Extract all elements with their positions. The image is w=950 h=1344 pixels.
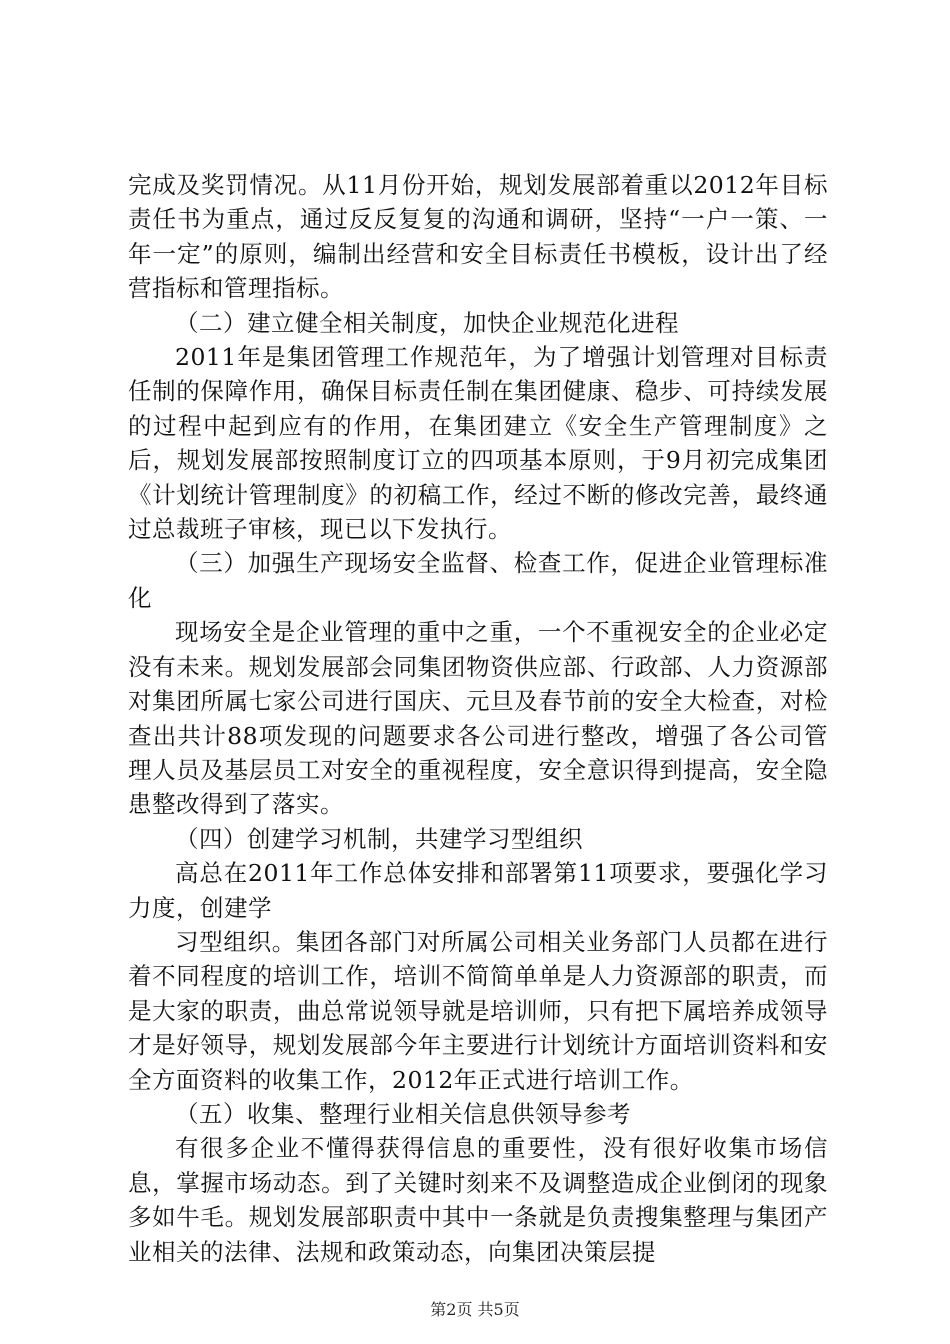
paragraph-information: 有很多企业不懂得获得信息的重要性，没有很好收集市场信息，掌握市场动态。到了关键时刻来不及调整造成企业倒闭的现象多如牛毛。规划发展部职责中其中一条就是负责搜集整理与集团产业相关的法律、法规和政策动态，向集团决策层提 — [128, 1134, 828, 1266]
section-heading-2: （二）建立健全相关制度，加快企业规范化进程 — [175, 308, 679, 337]
section-heading-3: （三）加强生产现场安全监督、检查工作，促进企业管理标准化 — [128, 549, 828, 612]
section-heading-4: （四）创建学习机制，共建学习型组织 — [175, 824, 583, 853]
document-body — [128, 168, 828, 1269]
paragraph-safety: 现场安全是企业管理的重中之重，一个不重视安全的企业必定没有未来。规划发展部会同集团物资供应部、行政部、人力资源部对集团所属七家公司进行国庆、元旦及春节前的安全大检查，对检查出共计88项发现的问题要求各公司进行整改，增强了各公司管理人员及基层员工对安全的重视程度，安全意识得到提高，安全隐患整改得到了落实。 — [128, 618, 828, 819]
paragraph-continuation: 完成及奖罚情况。从11月份开始，规划发展部着重以2012年目标责任书为重点，通过反反复复的沟通和调研，坚持“一户一策、一年一定”的原则，编制出经营和安全目标责任书模板，设计出了经营指标和管理指标。 — [128, 171, 828, 303]
paragraph-learning-intro: 高总在2011年工作总体安排和部署第11项要求，要强化学习力度，创建学 — [128, 859, 828, 922]
section-heading-5: （五）收集、整理行业相关信息供领导参考 — [175, 1099, 631, 1128]
page-footer: 第2页 共5页 — [430, 1300, 520, 1319]
paragraph-learning: 习型组织。集团各部门对所属公司相关业务部门人员都在进行着不同程度的培训工作，培训不简简单单是人力资源部的职责，而是大家的职责，曲总常说领导就是培训师，只有把下属培养成领导才是好领导，规划发展部今年主要进行计划统计方面培训资料和安全方面资料的收集工作，2012年正式进行培训工作。 — [128, 927, 828, 1094]
paragraph-regulations: 2011年是集团管理工作规范年，为了增强计划管理对目标责任制的保障作用，确保目标责任制在集团健康、稳步、可持续发展的过程中起到应有的作用，在集团建立《安全生产管理制度》之后，规划发展部按照制度订立的四项基本原则，于9月初完成集团《计划统计管理制度》的初稿工作，经过不断的修改完善，最终通过总裁班子审核，现已以下发执行。 — [128, 343, 828, 544]
